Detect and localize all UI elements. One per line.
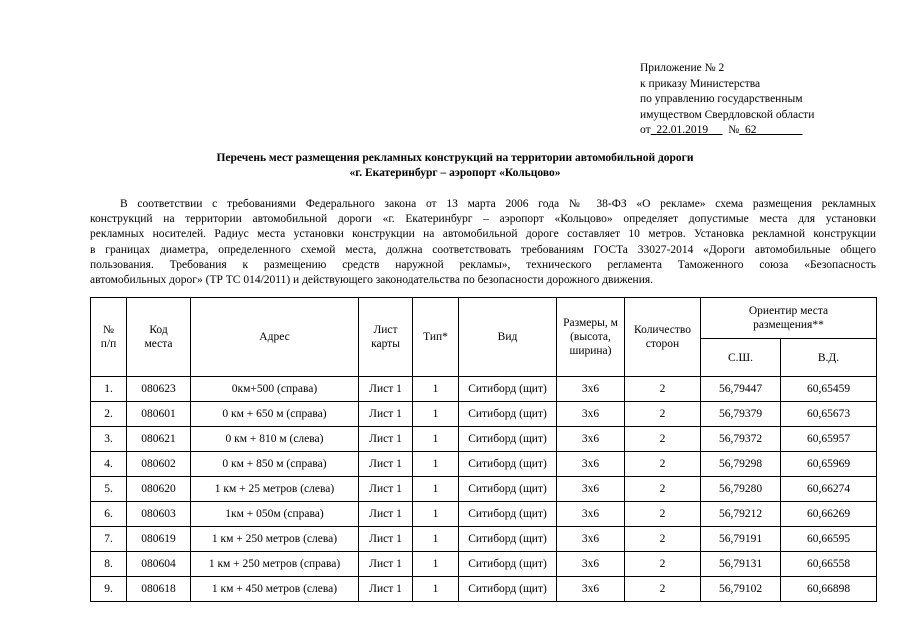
appendix-number: Приложение № 2	[640, 62, 725, 74]
type-cell: 1	[413, 427, 459, 452]
number-label: №	[728, 124, 740, 136]
place-code: 080621	[127, 427, 191, 452]
place-code: 080618	[127, 577, 191, 602]
order-date: 22.01.2019	[656, 124, 709, 136]
kind-cell: Ситиборд (щит)	[459, 377, 557, 402]
table-row	[91, 577, 877, 602]
longitude-cell: 60,65673	[781, 402, 877, 427]
kind-cell: Ситиборд (щит)	[459, 402, 557, 427]
longitude-cell: 60,65957	[781, 427, 877, 452]
sides-cell: 2	[625, 452, 701, 477]
document-title	[60, 151, 850, 181]
size-cell: 3х6	[557, 502, 625, 527]
size-cell: 3х6	[557, 452, 625, 477]
row-number: 9.	[91, 577, 127, 602]
header-lat: С.Ш.	[701, 339, 781, 377]
sheet-cell: Лист 1	[359, 377, 413, 402]
latitude-cell: 56,79298	[701, 452, 781, 477]
title-line-2: «г. Екатеринбург – аэропорт «Кольцово»	[349, 167, 561, 179]
type-cell: 1	[413, 452, 459, 477]
header-code: Код места	[127, 298, 191, 377]
size-cell: 3х6	[557, 427, 625, 452]
table-row	[91, 427, 877, 452]
kind-cell: Ситиборд (щит)	[459, 577, 557, 602]
sheet-cell: Лист 1	[359, 402, 413, 427]
longitude-cell: 60,66558	[781, 552, 877, 577]
sides-cell: 2	[625, 427, 701, 452]
type-cell: 1	[413, 502, 459, 527]
latitude-cell: 56,79131	[701, 552, 781, 577]
header-lon: В.Д.	[781, 339, 877, 377]
latitude-cell: 56,79102	[701, 577, 781, 602]
table-row	[91, 452, 877, 477]
longitude-cell: 60,66269	[781, 502, 877, 527]
header-kind: Вид	[459, 298, 557, 377]
sheet-cell: Лист 1	[359, 527, 413, 552]
appendix-ministry: по управлению государственным	[640, 93, 803, 105]
row-number: 1.	[91, 377, 127, 402]
sides-cell: 2	[625, 502, 701, 527]
row-number: 4.	[91, 452, 127, 477]
address-cell: 0 км + 810 м (слева)	[191, 427, 359, 452]
intro-paragraph	[90, 197, 876, 288]
table-row	[91, 502, 877, 527]
address-cell: 0км+500 (справа)	[191, 377, 359, 402]
appendix-region: имуществом Свердловской области	[640, 108, 815, 121]
paragraph-line: пользования. Требования к размещению средств наружной рекламы», технического регламента Таможенного союза «Безопасность	[90, 258, 876, 271]
longitude-cell: 60,65459	[781, 377, 877, 402]
address-cell: 1 км + 250 метров (слева)	[191, 527, 359, 552]
row-number: 6.	[91, 502, 127, 527]
paragraph-line: В соответствии с требованиями Федерального закона от 13 марта 2006 года № 38-ФЗ «О рекламе» схема размещения рекламных	[120, 198, 876, 210]
header-sides: Количество сторон	[625, 298, 701, 377]
kind-cell: Ситиборд (щит)	[459, 527, 557, 552]
header-num: № п/п	[91, 298, 127, 377]
appendix-date-line	[640, 123, 814, 139]
address-cell: 0 км + 650 м (справа)	[191, 402, 359, 427]
place-code: 080623	[127, 377, 191, 402]
sheet-cell: Лист 1	[359, 502, 413, 527]
address-cell: 0 км + 850 м (справа)	[191, 452, 359, 477]
date-prefix: от	[640, 124, 651, 136]
row-number: 3.	[91, 427, 127, 452]
latitude-cell: 56,79280	[701, 477, 781, 502]
row-number: 7.	[91, 527, 127, 552]
longitude-cell: 60,65969	[781, 452, 877, 477]
row-number: 2.	[91, 402, 127, 427]
latitude-cell: 56,79372	[701, 427, 781, 452]
paragraph-line: конструкций на территории автомобильной дороги «г. Екатеринбург – аэропорт «Кольцово» определяет допустимые места для установки	[90, 213, 876, 226]
sheet-cell: Лист 1	[359, 477, 413, 502]
sheet-cell: Лист 1	[359, 452, 413, 477]
latitude-cell: 56,79447	[701, 377, 781, 402]
table-row	[91, 377, 877, 402]
table-row	[91, 527, 877, 552]
kind-cell: Ситиборд (щит)	[459, 502, 557, 527]
sides-cell: 2	[625, 552, 701, 577]
type-cell: 1	[413, 402, 459, 427]
place-code: 080602	[127, 452, 191, 477]
place-code: 080620	[127, 477, 191, 502]
size-cell: 3х6	[557, 527, 625, 552]
latitude-cell: 56,79379	[701, 402, 781, 427]
type-cell: 1	[413, 477, 459, 502]
kind-cell: Ситиборд (щит)	[459, 477, 557, 502]
placements-table	[90, 297, 877, 602]
paragraph-line: автомобильных дорог» (ТР ТС 014/2011) и действующего законодательства по безопасности дорожного движения.	[90, 274, 654, 287]
address-cell: 1 км + 25 метров (слева)	[191, 477, 359, 502]
sides-cell: 2	[625, 377, 701, 402]
paragraph-line: рекламных носителей. Радиус места установки конструкции на автомобильной дороге составляет 10 метров. Установка рекламной конструкции	[90, 228, 876, 241]
type-cell: 1	[413, 527, 459, 552]
header-sheet: Лист карты	[359, 298, 413, 377]
table-row	[91, 402, 877, 427]
sheet-cell: Лист 1	[359, 552, 413, 577]
sheet-cell: Лист 1	[359, 427, 413, 452]
address-cell: 1км + 050м (справа)	[191, 502, 359, 527]
paragraph-line: в границах диаметра, определенного схемой места, должна соответствовать требованиям ГОСТа 33027-2014 «Дороги автомобильные общего	[90, 243, 876, 256]
size-cell: 3х6	[557, 577, 625, 602]
place-code: 080601	[127, 402, 191, 427]
place-code: 080603	[127, 502, 191, 527]
address-cell: 1 км + 250 метров (справа)	[191, 552, 359, 577]
row-number: 5.	[91, 477, 127, 502]
latitude-cell: 56,79191	[701, 527, 781, 552]
header-landmark: Ориентир места размещения**	[701, 298, 877, 339]
type-cell: 1	[413, 552, 459, 577]
type-cell: 1	[413, 377, 459, 402]
sides-cell: 2	[625, 402, 701, 427]
sides-cell: 2	[625, 527, 701, 552]
type-cell: 1	[413, 577, 459, 602]
appendix-header	[640, 61, 814, 139]
longitude-cell: 60,66898	[781, 577, 877, 602]
place-code: 080619	[127, 527, 191, 552]
kind-cell: Ситиборд (щит)	[459, 427, 557, 452]
size-cell: 3х6	[557, 477, 625, 502]
place-code: 080604	[127, 552, 191, 577]
header-type: Тип*	[413, 298, 459, 377]
kind-cell: Ситиборд (щит)	[459, 552, 557, 577]
longitude-cell: 60,66595	[781, 527, 877, 552]
longitude-cell: 60,66274	[781, 477, 877, 502]
row-number: 8.	[91, 552, 127, 577]
header-size: Размеры, м (высота, ширина)	[557, 298, 625, 377]
appendix-order-ref: к приказу Министерства	[640, 77, 761, 90]
size-cell: 3х6	[557, 402, 625, 427]
sides-cell: 2	[625, 577, 701, 602]
kind-cell: Ситиборд (щит)	[459, 452, 557, 477]
order-number: 62	[744, 124, 757, 136]
address-cell: 1 км + 450 метров (слева)	[191, 577, 359, 602]
header-address: Адрес	[191, 298, 359, 377]
table-row	[91, 552, 877, 577]
title-line-1: Перечень мест размещения рекламных конструкций на территории автомобильной дороги	[216, 152, 694, 164]
sheet-cell: Лист 1	[359, 577, 413, 602]
table-body	[91, 377, 877, 602]
table-row	[91, 477, 877, 502]
sides-cell: 2	[625, 477, 701, 502]
size-cell: 3х6	[557, 552, 625, 577]
latitude-cell: 56,79212	[701, 502, 781, 527]
size-cell: 3х6	[557, 377, 625, 402]
